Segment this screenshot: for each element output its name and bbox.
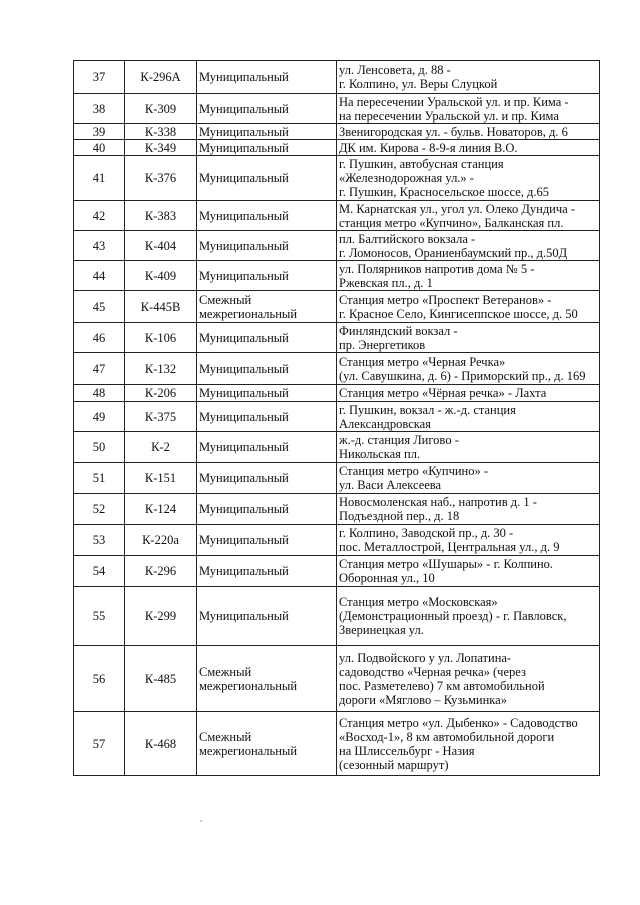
- route-code: К-445В: [125, 291, 197, 323]
- route-code: К-206: [125, 385, 197, 402]
- route-code: К-124: [125, 494, 197, 525]
- route-kind: Муниципальный: [197, 156, 337, 201]
- table-row: [74, 712, 600, 776]
- route-description: Станция метро «ул. Дыбенко» - Садоводство «Восход-1», 8 км автомобильной дороги на Шлиссельбург - Назия (сезонный маршрут): [337, 712, 600, 776]
- table-row: [74, 291, 600, 323]
- route-code: К-375: [125, 402, 197, 432]
- scan-speck: [200, 820, 202, 822]
- table-row: [74, 261, 600, 291]
- route-description: Станция метро «Купчино» - ул. Васи Алексеева: [337, 463, 600, 494]
- route-description: Финляндский вокзал - пр. Энергетиков: [337, 323, 600, 353]
- route-description: Станция метро «Черная Речка» (ул. Савушкина, д. 6) - Приморский пр., д. 169: [337, 353, 600, 385]
- table-row: [74, 140, 600, 156]
- route-description: На пересечении Уральской ул. и пр. Кима - на пересечении Уральской ул. и пр. Кима: [337, 94, 600, 124]
- table-row: [74, 646, 600, 712]
- route-description: М. Карнатская ул., угол ул. Олеко Дундича - станция метро «Купчино», Балканская пл.: [337, 201, 600, 231]
- route-code: К-296А: [125, 61, 197, 94]
- route-code: К-220а: [125, 525, 197, 556]
- row-number: 52: [74, 494, 125, 525]
- route-code: К-404: [125, 231, 197, 261]
- routes-table: [73, 60, 600, 776]
- route-kind: Муниципальный: [197, 61, 337, 94]
- row-number: 37: [74, 61, 125, 94]
- route-description: пл. Балтийского вокзала - г. Ломоносов, Ораниенбаумский пр., д.50Д: [337, 231, 600, 261]
- route-kind: Муниципальный: [197, 385, 337, 402]
- table-row: [74, 323, 600, 353]
- route-kind: Муниципальный: [197, 94, 337, 124]
- route-kind: Муниципальный: [197, 402, 337, 432]
- route-kind: Муниципальный: [197, 140, 337, 156]
- route-kind: Муниципальный: [197, 587, 337, 646]
- route-code: К-132: [125, 353, 197, 385]
- table-row: [74, 432, 600, 463]
- table-row: [74, 94, 600, 124]
- row-number: 45: [74, 291, 125, 323]
- table-row: [74, 463, 600, 494]
- route-code: К-376: [125, 156, 197, 201]
- route-kind: Смежный межрегиональный: [197, 646, 337, 712]
- route-code: К-309: [125, 94, 197, 124]
- row-number: 41: [74, 156, 125, 201]
- route-description: ул. Ленсовета, д. 88 - г. Колпино, ул. Веры Слуцкой: [337, 61, 600, 94]
- table-row: [74, 156, 600, 201]
- row-number: 57: [74, 712, 125, 776]
- route-description: ул. Подвойского у ул. Лопатина- садоводство «Черная речка» (через пос. Разметелево) 7 км автомобильной дороги «Мяглово – Кузьминка»: [337, 646, 600, 712]
- route-code: К-338: [125, 124, 197, 140]
- route-description: ДК им. Кирова - 8-9-я линия В.О.: [337, 140, 600, 156]
- route-code: К-349: [125, 140, 197, 156]
- table-row: [74, 402, 600, 432]
- row-number: 43: [74, 231, 125, 261]
- route-kind: Муниципальный: [197, 432, 337, 463]
- row-number: 54: [74, 556, 125, 587]
- route-description: Станция метро «Московская» (Демонстрационный проезд) - г. Павловск, Зверинецкая ул.: [337, 587, 600, 646]
- row-number: 42: [74, 201, 125, 231]
- row-number: 53: [74, 525, 125, 556]
- table-row: [74, 385, 600, 402]
- route-code: К-468: [125, 712, 197, 776]
- route-description: Звенигородская ул. - бульв. Новаторов, д. 6: [337, 124, 600, 140]
- route-description: г. Колпино, Заводской пр., д. 30 - пос. Металлострой, Центральная ул., д. 9: [337, 525, 600, 556]
- route-kind: Муниципальный: [197, 124, 337, 140]
- route-kind: Муниципальный: [197, 525, 337, 556]
- route-kind: Муниципальный: [197, 556, 337, 587]
- route-description: Станция метро «Шушары» - г. Колпино. Оборонная ул., 10: [337, 556, 600, 587]
- route-description: Новосмоленская наб., напротив д. 1 - Подъездной пер., д. 18: [337, 494, 600, 525]
- route-code: К-296: [125, 556, 197, 587]
- row-number: 51: [74, 463, 125, 494]
- row-number: 55: [74, 587, 125, 646]
- row-number: 46: [74, 323, 125, 353]
- route-description: г. Пушкин, вокзал - ж.-д. станция Александровская: [337, 402, 600, 432]
- table-row: [74, 231, 600, 261]
- route-kind: Смежный межрегиональный: [197, 291, 337, 323]
- row-number: 40: [74, 140, 125, 156]
- route-code: К-485: [125, 646, 197, 712]
- table-row: [74, 353, 600, 385]
- row-number: 56: [74, 646, 125, 712]
- route-kind: Муниципальный: [197, 231, 337, 261]
- route-kind: Муниципальный: [197, 201, 337, 231]
- route-description: Станция метро «Чёрная речка» - Лахта: [337, 385, 600, 402]
- table-row: [74, 61, 600, 94]
- row-number: 49: [74, 402, 125, 432]
- route-code: К-106: [125, 323, 197, 353]
- table-row: [74, 525, 600, 556]
- row-number: 44: [74, 261, 125, 291]
- route-code: К-383: [125, 201, 197, 231]
- route-description: ж.-д. станция Лиговo - Никольская пл.: [337, 432, 600, 463]
- table-row: [74, 556, 600, 587]
- row-number: 38: [74, 94, 125, 124]
- route-code: К-2: [125, 432, 197, 463]
- table-row: [74, 124, 600, 140]
- row-number: 48: [74, 385, 125, 402]
- table-row: [74, 587, 600, 646]
- table-row: [74, 201, 600, 231]
- row-number: 39: [74, 124, 125, 140]
- route-kind: Смежный межрегиональный: [197, 712, 337, 776]
- route-code: К-151: [125, 463, 197, 494]
- routes-table-body: [74, 61, 600, 776]
- route-description: ул. Полярников напротив дома № 5 - Ржевская пл., д. 1: [337, 261, 600, 291]
- row-number: 47: [74, 353, 125, 385]
- route-kind: Муниципальный: [197, 323, 337, 353]
- table-row: [74, 494, 600, 525]
- route-code: К-409: [125, 261, 197, 291]
- row-number: 50: [74, 432, 125, 463]
- route-description: Станция метро «Проспект Ветеранов» - г. Красное Село, Кингисеппское шоссе, д. 50: [337, 291, 600, 323]
- route-kind: Муниципальный: [197, 353, 337, 385]
- route-description: г. Пушкин, автобусная станция «Железнодорожная ул.» - г. Пушкин, Красносельское шоссе, д.65: [337, 156, 600, 201]
- route-code: К-299: [125, 587, 197, 646]
- route-kind: Муниципальный: [197, 463, 337, 494]
- route-kind: Муниципальный: [197, 261, 337, 291]
- route-kind: Муниципальный: [197, 494, 337, 525]
